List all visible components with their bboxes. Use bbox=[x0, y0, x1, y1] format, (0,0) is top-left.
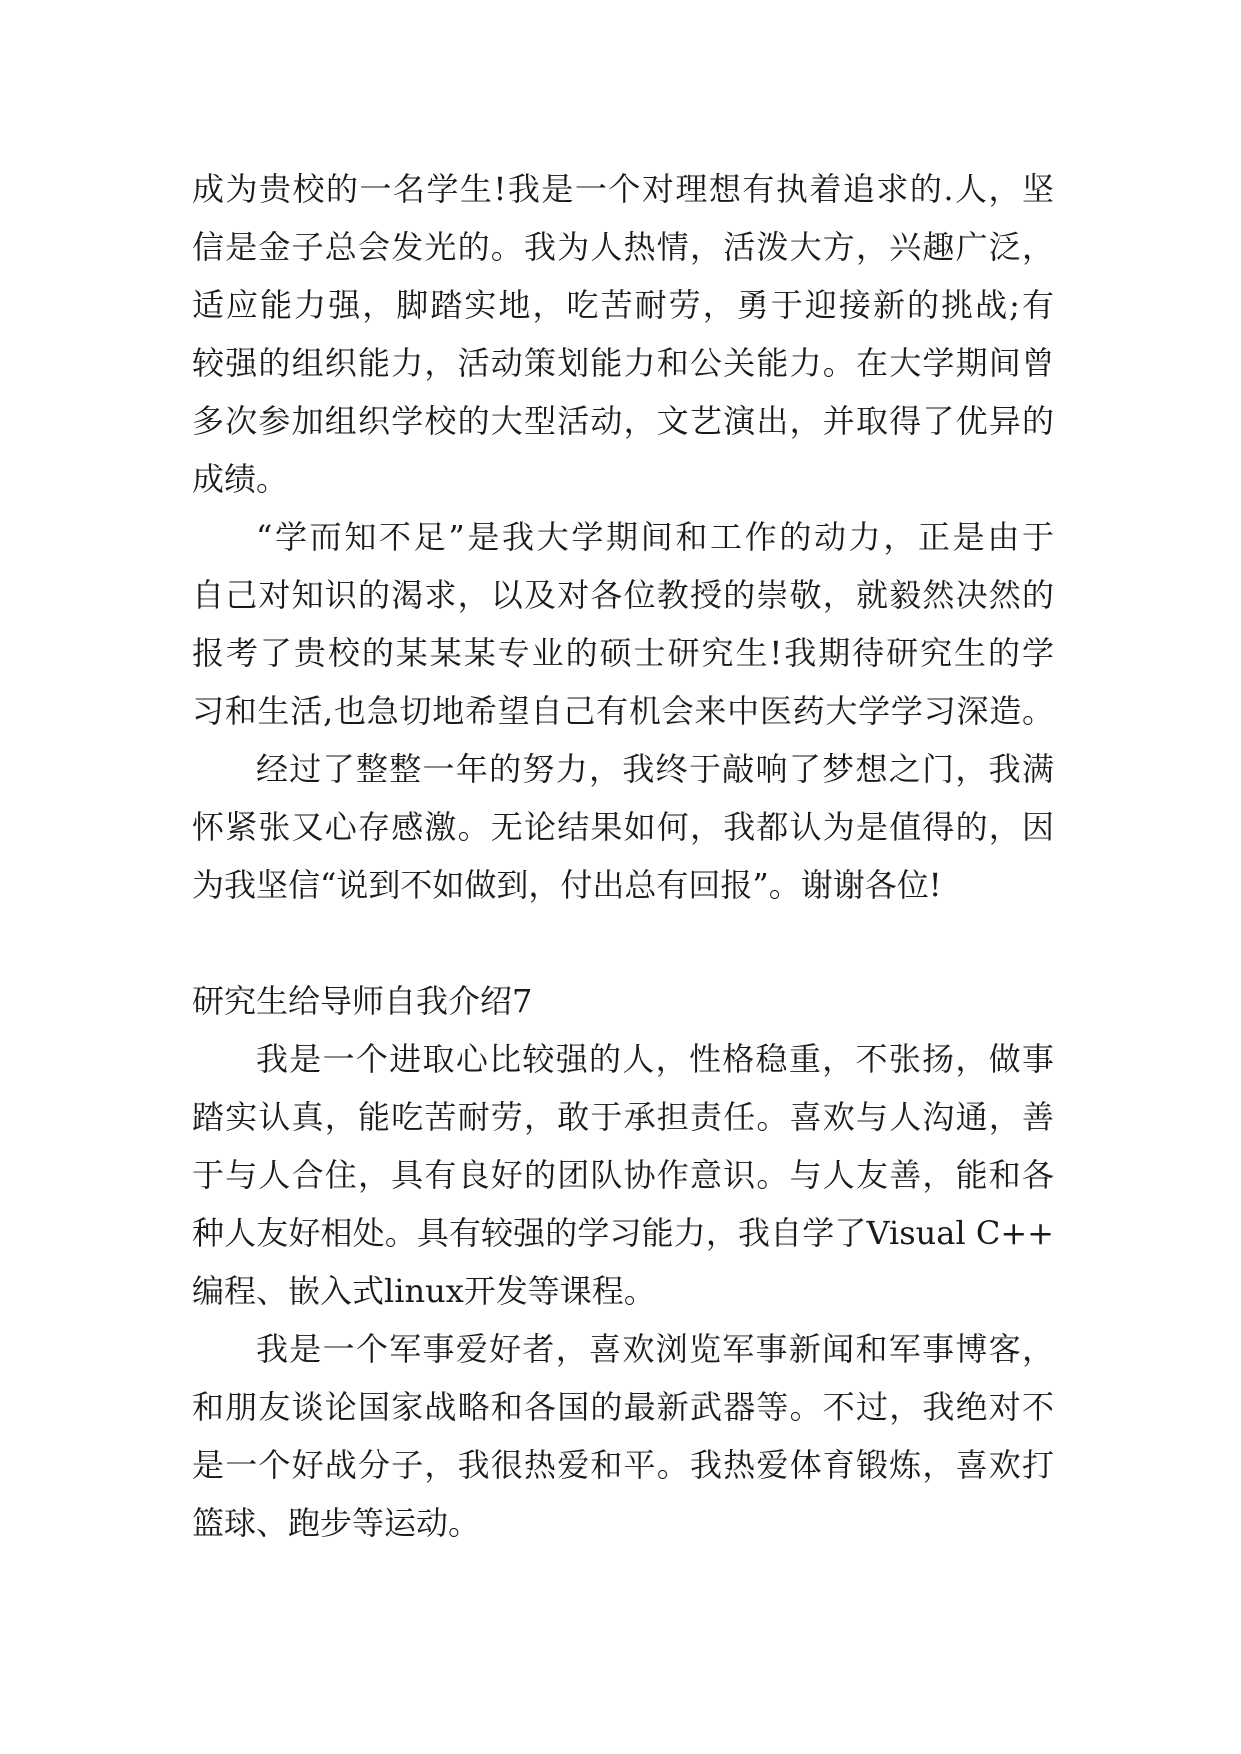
text-line: 较强的组织能力，活动策划能力和公关能力。在大学期间曾 bbox=[192, 344, 1054, 382]
paragraph bbox=[192, 508, 1054, 740]
text-line: 适应能力强，脚踏实地，吃苦耐劳，勇于迎接新的挑战;有 bbox=[192, 286, 1054, 324]
paragraph bbox=[192, 740, 1054, 914]
text-line: 习和生活,也急切地希望自己有机会来中医药大学学习深造。 bbox=[192, 692, 1054, 730]
text-line: 于与人合住，具有良好的团队协作意识。与人友善，能和各 bbox=[192, 1156, 1054, 1194]
text-line: 自己对知识的渴求，以及对各位教授的崇敬，就毅然决然的 bbox=[192, 576, 1054, 614]
text-line: 篮球、跑步等运动。 bbox=[192, 1504, 481, 1542]
text-line: 是一个好战分子，我很热爱和平。我热爱体育锻炼，喜欢打 bbox=[192, 1446, 1054, 1484]
text-line: 我是一个进取心比较强的人，性格稳重，不张扬，做事 bbox=[256, 1040, 1054, 1078]
paragraph bbox=[192, 160, 1054, 508]
text-line: 踏实认真，能吃苦耐劳，敢于承担责任。喜欢与人沟通，善 bbox=[192, 1098, 1054, 1136]
text-line: 怀紧张又心存感激。无论结果如何，我都认为是值得的，因 bbox=[192, 808, 1054, 846]
text-line: 为我坚信“说到不如做到，付出总有回报”。谢谢各位! bbox=[192, 866, 942, 904]
document-page bbox=[192, 160, 1054, 1552]
text-line: “学而知不足”是我大学期间和工作的动力，正是由于 bbox=[256, 518, 1054, 556]
text-line: 编程、嵌入式linux开发等课程。 bbox=[192, 1272, 656, 1310]
text-line: 报考了贵校的某某某专业的硕士研究生!我期待研究生的学 bbox=[192, 634, 1054, 672]
blank-line bbox=[192, 914, 1054, 972]
text-line: 经过了整整一年的努力，我终于敲响了梦想之门，我满 bbox=[256, 750, 1054, 788]
section-title: 研究生给导师自我介绍7 bbox=[192, 982, 533, 1020]
text-line: 成为贵校的一名学生!我是一个对理想有执着追求的.人，坚 bbox=[192, 170, 1054, 208]
text-line: 信是金子总会发光的。我为人热情，活泼大方，兴趣广泛， bbox=[192, 228, 1054, 266]
text-line: 和朋友谈论国家战略和各国的最新武器等。不过，我绝对不 bbox=[192, 1388, 1054, 1426]
text-line: 成绩。 bbox=[192, 460, 289, 498]
paragraph bbox=[192, 1030, 1054, 1320]
text-line: 我是一个军事爱好者，喜欢浏览军事新闻和军事博客， bbox=[256, 1330, 1054, 1368]
text-line: 多次参加组织学校的大型活动，文艺演出，并取得了优异的 bbox=[192, 402, 1054, 440]
text-line: 种人友好相处。具有较强的学习能力，我自学了Visual C++ bbox=[192, 1214, 1054, 1252]
paragraph bbox=[192, 1320, 1054, 1552]
